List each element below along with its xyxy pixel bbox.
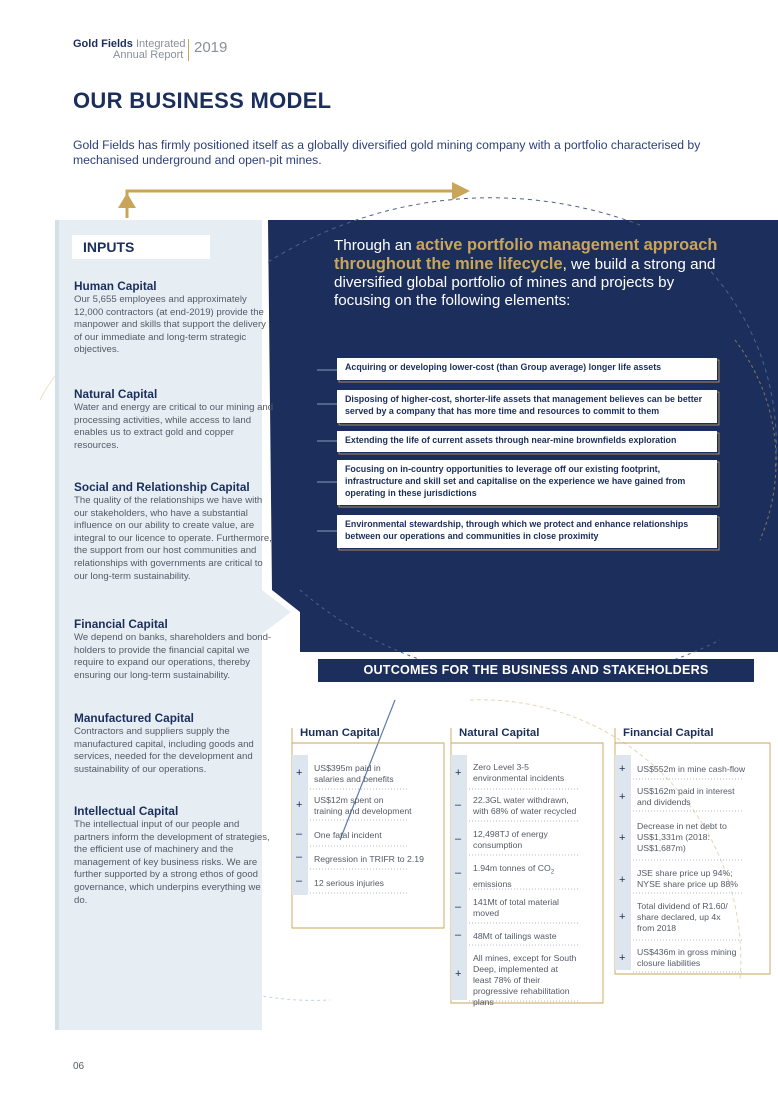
input-intellectual-capital bbox=[74, 804, 274, 907]
outcome-sign: – bbox=[455, 833, 462, 845]
input-financial-capital bbox=[74, 617, 274, 682]
input-title: Manufactured Capital bbox=[74, 711, 194, 725]
co2-subscript: 2 bbox=[550, 869, 555, 876]
inputs-heading: INPUTS bbox=[72, 235, 210, 259]
input-text: We depend on banks, shareholders and bond-holders to provide the financial capital we require to expand our operations, thereby ensuring our long-term sustainability. bbox=[74, 632, 272, 681]
outcome-sign: – bbox=[296, 875, 303, 887]
input-title: Natural Capital bbox=[74, 387, 158, 401]
input-text: Our 5,655 employees and approximately 12,000 contractors (at end-2019) provide the manpower and skills that support the delivery of our immediate and long-term strategic objectives. bbox=[74, 294, 266, 356]
co2-text-end: emissions bbox=[473, 878, 512, 889]
outcome-item: Total dividend of R1.60/ share declared, up 4x from 2018 bbox=[637, 901, 728, 933]
element-box: Disposing of higher-cost, shorter-life assets that management believes can be better served by a company that has more time and resources to commit to them bbox=[337, 390, 717, 423]
brand-name: Gold Fields bbox=[73, 38, 133, 50]
element-box: Focusing on in-country opportunities to leverage off our existing footprint, infrastructure and skill set and capitalise on the experience we have gained from operating in these jurisdictions bbox=[337, 460, 717, 505]
outcome-sign: + bbox=[296, 799, 303, 811]
outcome-item: 12,498TJ of energy consumption bbox=[473, 829, 548, 850]
outcome-item: US$162m paid in interest and dividends bbox=[637, 786, 735, 807]
top-flow-arrow-head-up bbox=[118, 193, 136, 208]
outcome-sign: – bbox=[296, 851, 303, 863]
outcome-item: One fatal incident bbox=[314, 830, 382, 840]
co2-text: 1.94m tonnes of CO bbox=[473, 863, 551, 873]
outcome-item: Regression in TRIFR to 2.19 bbox=[314, 854, 424, 864]
outcome-sign: + bbox=[619, 763, 626, 775]
outcome-sign: + bbox=[619, 791, 626, 803]
outcome-sign: + bbox=[455, 968, 462, 980]
outcome-item: US$12m spent on training and development bbox=[314, 795, 412, 816]
input-title: Social and Relationship Capital bbox=[74, 480, 250, 494]
statement-lead: Through an bbox=[334, 237, 412, 254]
brand-integrated: Integrated bbox=[135, 38, 186, 50]
outcome-sign: – bbox=[455, 901, 462, 913]
input-manufactured-capital bbox=[74, 711, 274, 776]
outcome-item: 22.3GL water withdrawn, with 68% of water recycled bbox=[473, 795, 577, 816]
outcome-sign: – bbox=[296, 828, 303, 840]
outcome-item: Decrease in net debt to US$1,331m (2018: US$1,687m) bbox=[637, 821, 727, 853]
outcome-item: 48Mt of tailings waste bbox=[473, 931, 557, 941]
outcome-sign: – bbox=[455, 799, 462, 811]
statement-trail: , we build a strong and diversified global portfolio of mines and projects by focusing on the following elements: bbox=[334, 256, 716, 309]
outcome-item: All mines, except for South Deep, implemented at least 78% of their progressive rehabilitation plans bbox=[473, 953, 577, 1007]
input-title: Human Capital bbox=[74, 279, 157, 293]
outcome-sign: + bbox=[296, 767, 303, 779]
outcomes-heading: OUTCOMES FOR THE BUSINESS AND STAKEHOLDERS bbox=[318, 659, 754, 682]
input-text: Contractors and suppliers supply the manufactured capital, including goods and services, needed for the development and sustainability of our operations. bbox=[74, 726, 254, 775]
outcome-item: JSE share price up 94%; NYSE share price up 88% bbox=[637, 868, 738, 889]
outcome-item-co2 bbox=[473, 863, 573, 890]
outcome-column-title: Financial Capital bbox=[623, 727, 714, 739]
outcome-item: Zero Level 3-5 environmental incidents bbox=[473, 762, 565, 783]
outcome-item: US$552m in mine cash-flow bbox=[637, 764, 746, 774]
report-logo bbox=[73, 38, 243, 64]
page-number: 06 bbox=[73, 1061, 85, 1072]
input-natural-capital bbox=[74, 387, 274, 452]
outcome-sign: + bbox=[619, 832, 626, 844]
portfolio-statement bbox=[334, 236, 734, 310]
element-box: Extending the life of current assets through near-mine brownfields exploration bbox=[337, 431, 717, 452]
input-text: The quality of the relationships we have with our stakeholders, who have a substantial influence on our ability to create value, are integral to our licence to operate. Furthermore, the support from our host communities and relationships with governments are critical to our long-term sustainability. bbox=[74, 495, 272, 582]
outcome-item: 12 serious injuries bbox=[314, 878, 385, 888]
outcome-sign: + bbox=[619, 874, 626, 886]
input-text: The intellectual input of our people and partners inform the development of strategies, the efficient use of machinery and the management of key business risks. We are further supported by a strong ethos of good governance, which underpins everything we do. bbox=[74, 819, 270, 906]
outcome-column-title: Human Capital bbox=[300, 727, 380, 739]
outcome-sign: + bbox=[619, 952, 626, 964]
top-flow-arrow-line bbox=[127, 191, 462, 218]
outcome-sign: + bbox=[619, 911, 626, 923]
input-title: Financial Capital bbox=[74, 617, 168, 631]
outcome-column-title: Natural Capital bbox=[459, 727, 540, 739]
input-human-capital bbox=[74, 279, 274, 357]
outcome-item: US$436m in gross mining closure liabilities bbox=[637, 947, 737, 968]
outcome-item: US$395m paid in salaries and benefits bbox=[314, 763, 394, 784]
input-title: Intellectual Capital bbox=[74, 804, 179, 818]
report-year: 2019 bbox=[194, 39, 228, 56]
brand-annual-report: Annual Report bbox=[113, 49, 184, 61]
outcome-sign: – bbox=[455, 929, 462, 941]
page-title: OUR BUSINESS MODEL bbox=[73, 88, 332, 113]
intro-paragraph: Gold Fields has firmly positioned itself as a globally diversified gold mining company with a portfolio characterised by mechanised underground and open-pit mines. bbox=[73, 138, 701, 167]
top-flow-arrow-head-right bbox=[452, 182, 470, 200]
outcome-sign: – bbox=[455, 867, 462, 879]
logo-divider bbox=[188, 39, 189, 61]
element-box: Acquiring or developing lower-cost (than Group average) longer life assets bbox=[337, 358, 717, 380]
input-text: Water and energy are critical to our mining and processing activities, while access to land enables us to extract gold and copper resources. bbox=[74, 402, 274, 451]
statement-highlight: active portfolio management approach throughout the mine lifecycle bbox=[334, 236, 718, 273]
outcome-item: 141Mt of total material moved bbox=[473, 897, 559, 918]
input-social-relationship-capital bbox=[74, 480, 274, 583]
element-box: Environmental stewardship, through which we protect and enhance relationships between our operations and communities in close proximity bbox=[337, 515, 717, 548]
inputs-panel-edge bbox=[55, 220, 59, 1030]
outcome-sign: + bbox=[455, 767, 462, 779]
